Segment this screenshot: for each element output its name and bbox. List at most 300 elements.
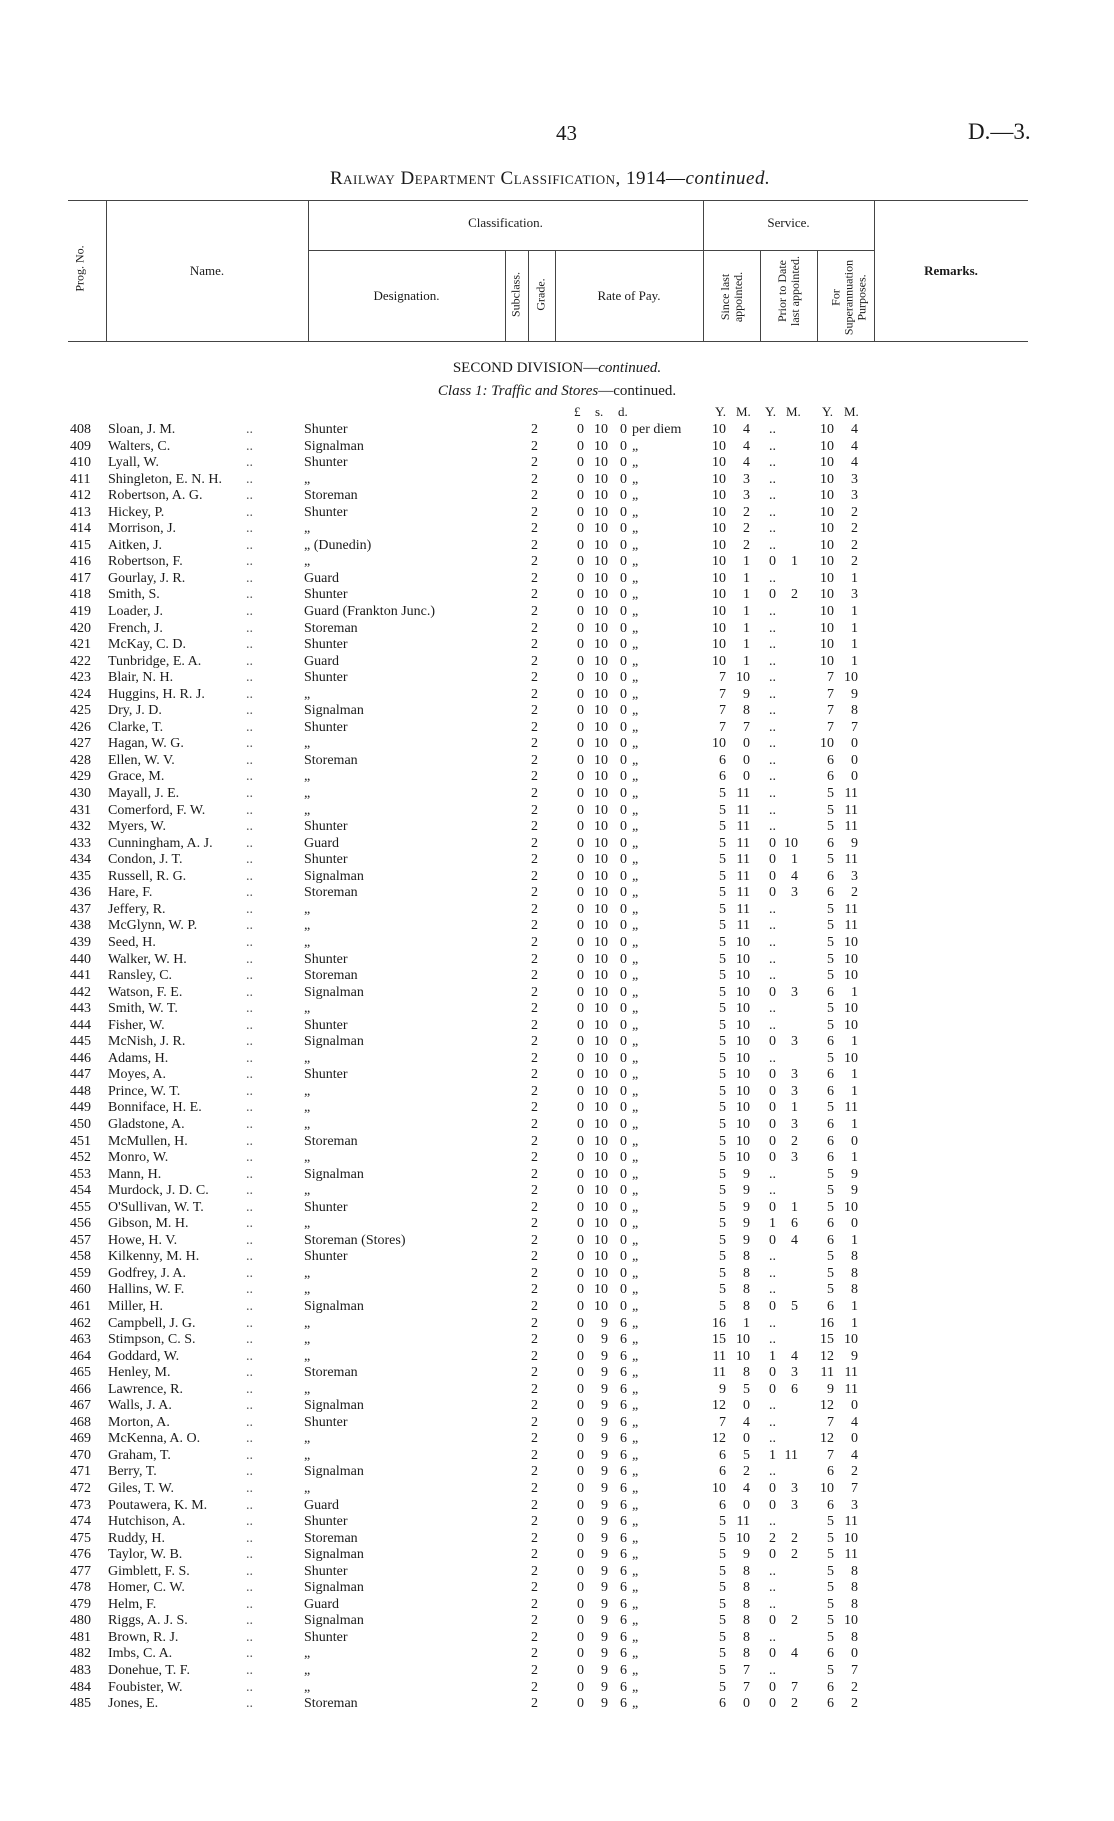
pay-period: „ bbox=[632, 1298, 639, 1314]
pay-period: „ bbox=[632, 1116, 639, 1132]
prior-years: 0 bbox=[769, 1133, 776, 1149]
subclass: 2 bbox=[531, 686, 538, 702]
prog-no: 472 bbox=[70, 1481, 91, 1496]
pay-period: „ bbox=[632, 1083, 639, 1099]
pay-period: „ bbox=[632, 670, 639, 686]
table-row bbox=[0, 1001, 1114, 1018]
prior-months: 3 bbox=[791, 1481, 798, 1496]
prior-years: 0 bbox=[769, 885, 776, 901]
super-years: 6 bbox=[827, 1067, 834, 1083]
header-since-last: Since last appointed. bbox=[718, 271, 745, 323]
designation: Signalman bbox=[304, 1580, 364, 1596]
pay-shillings: 9 bbox=[601, 1679, 608, 1695]
since-years: 5 bbox=[719, 1530, 726, 1546]
table-row bbox=[0, 637, 1114, 654]
super-months: 8 bbox=[851, 1282, 858, 1298]
since-years: 5 bbox=[719, 901, 726, 917]
super-years: 6 bbox=[827, 1497, 834, 1513]
table-row bbox=[0, 918, 1114, 935]
since-months: 0 bbox=[743, 1431, 750, 1447]
leader-dots: .. bbox=[246, 1679, 253, 1695]
table-row bbox=[0, 472, 1114, 489]
table-row bbox=[0, 571, 1114, 588]
prog-no: 445 bbox=[70, 1034, 91, 1050]
prog-no: 456 bbox=[70, 1216, 91, 1232]
header-top-rule bbox=[68, 200, 1028, 201]
employee-name: Goddard, W. bbox=[108, 1348, 180, 1364]
super-years: 7 bbox=[827, 719, 834, 735]
pay-shillings: 10 bbox=[594, 736, 608, 752]
employee-name: Taylor, W. B. bbox=[108, 1547, 183, 1563]
pay-period: „ bbox=[632, 637, 639, 653]
prior-years: .. bbox=[769, 968, 776, 984]
super-years: 5 bbox=[827, 1580, 834, 1596]
pay-pence: 0 bbox=[620, 1050, 627, 1066]
prior-years: .. bbox=[769, 686, 776, 702]
prog-no: 419 bbox=[70, 604, 91, 620]
since-years: 5 bbox=[719, 1282, 726, 1298]
super-months: 10 bbox=[844, 1050, 858, 1066]
since-months: 9 bbox=[743, 1232, 750, 1248]
table-row bbox=[0, 1564, 1114, 1581]
table-row bbox=[0, 935, 1114, 952]
since-years: 6 bbox=[719, 1447, 726, 1463]
since-years: 10 bbox=[712, 537, 726, 553]
subclass: 2 bbox=[531, 637, 538, 653]
employee-name: Blair, N. H. bbox=[108, 670, 174, 686]
pay-pence: 0 bbox=[620, 1034, 627, 1050]
super-years: 5 bbox=[827, 934, 834, 950]
prior-years: .. bbox=[769, 438, 776, 454]
subclass: 2 bbox=[531, 1530, 538, 1546]
pay-period: „ bbox=[632, 1232, 639, 1248]
prog-no: 477 bbox=[70, 1563, 91, 1579]
super-months: 2 bbox=[851, 1464, 858, 1480]
designation: „ bbox=[304, 1679, 311, 1695]
leader-dots: .. bbox=[246, 570, 253, 586]
pay-pounds: 0 bbox=[577, 1414, 584, 1430]
unit-months: M. bbox=[786, 404, 801, 419]
employee-name: Huggins, H. R. J. bbox=[108, 686, 205, 702]
designation: Storeman bbox=[304, 1133, 358, 1149]
pay-shillings: 10 bbox=[594, 934, 608, 950]
pay-pence: 0 bbox=[620, 1001, 627, 1017]
header-bottom-rule bbox=[68, 341, 1028, 342]
prog-no: 452 bbox=[70, 1150, 91, 1166]
subclass: 2 bbox=[531, 1547, 538, 1563]
prog-no: 420 bbox=[70, 620, 91, 636]
since-years: 10 bbox=[712, 488, 726, 504]
prior-years: .. bbox=[769, 1596, 776, 1612]
since-months: 10 bbox=[736, 1116, 750, 1132]
prog-no: 442 bbox=[70, 984, 91, 1000]
pay-period: „ bbox=[632, 1365, 639, 1381]
prior-years: 1 bbox=[769, 1348, 776, 1364]
super-years: 6 bbox=[827, 1464, 834, 1480]
employee-name: Donehue, T. F. bbox=[108, 1663, 190, 1679]
prog-no: 411 bbox=[70, 471, 91, 487]
super-months: 11 bbox=[844, 918, 858, 934]
since-years: 5 bbox=[719, 786, 726, 802]
since-months: 8 bbox=[743, 703, 750, 719]
pay-shillings: 9 bbox=[601, 1514, 608, 1530]
subclass: 2 bbox=[531, 1050, 538, 1066]
employee-name: Myers, W. bbox=[108, 819, 166, 835]
super-months: 11 bbox=[844, 1547, 858, 1563]
subclass: 2 bbox=[531, 1596, 538, 1612]
employee-name: Miller, H. bbox=[108, 1298, 164, 1314]
pay-pounds: 0 bbox=[577, 885, 584, 901]
prior-months: 2 bbox=[791, 1696, 798, 1712]
since-years: 5 bbox=[719, 1050, 726, 1066]
employee-name: Walters, C. bbox=[108, 438, 171, 454]
employee-name: French, J. bbox=[108, 620, 163, 636]
since-years: 9 bbox=[719, 1381, 726, 1397]
super-years: 6 bbox=[827, 1133, 834, 1149]
since-years: 11 bbox=[712, 1365, 726, 1381]
table-row bbox=[0, 1382, 1114, 1399]
super-months: 10 bbox=[844, 934, 858, 950]
employee-name: Loader, J. bbox=[108, 604, 164, 620]
leader-dots: .. bbox=[246, 1613, 253, 1629]
pay-pence: 0 bbox=[620, 1265, 627, 1281]
subclass: 2 bbox=[531, 868, 538, 884]
super-months: 11 bbox=[844, 1514, 858, 1530]
pay-shillings: 10 bbox=[594, 835, 608, 851]
super-years: 10 bbox=[820, 637, 834, 653]
super-months: 11 bbox=[844, 901, 858, 917]
prior-years: .. bbox=[769, 752, 776, 768]
employee-table-body bbox=[0, 422, 1114, 1713]
super-years: 6 bbox=[827, 1216, 834, 1232]
super-months: 2 bbox=[851, 554, 858, 570]
super-years: 5 bbox=[827, 1017, 834, 1033]
pay-pence: 6 bbox=[620, 1663, 627, 1679]
prior-years: 0 bbox=[769, 1613, 776, 1629]
pay-shillings: 10 bbox=[594, 1298, 608, 1314]
leader-dots: .. bbox=[246, 1497, 253, 1513]
prior-years: .. bbox=[769, 653, 776, 669]
subclass: 2 bbox=[531, 1563, 538, 1579]
super-months: 8 bbox=[851, 703, 858, 719]
pay-period: „ bbox=[632, 1282, 639, 1298]
pay-period: „ bbox=[632, 471, 639, 487]
pay-pence: 0 bbox=[620, 488, 627, 504]
table-row bbox=[0, 1018, 1114, 1035]
division-main: SECOND DIVISION— bbox=[452, 360, 599, 376]
col-divider bbox=[505, 250, 506, 341]
leader-dots: .. bbox=[246, 471, 253, 487]
pay-pounds: 0 bbox=[577, 736, 584, 752]
pay-pounds: 0 bbox=[577, 1083, 584, 1099]
table-row bbox=[0, 1630, 1114, 1647]
super-months: 1 bbox=[851, 570, 858, 586]
super-months: 1 bbox=[851, 653, 858, 669]
pay-shillings: 10 bbox=[594, 703, 608, 719]
pay-period: „ bbox=[632, 1150, 639, 1166]
employee-name: Gimblett, F. S. bbox=[108, 1563, 190, 1579]
table-row bbox=[0, 554, 1114, 571]
pay-period: „ bbox=[632, 1050, 639, 1066]
since-years: 5 bbox=[719, 1596, 726, 1612]
pay-pence: 6 bbox=[620, 1613, 627, 1629]
pay-period: „ bbox=[632, 1332, 639, 1348]
pay-pounds: 0 bbox=[577, 1232, 584, 1248]
pay-shillings: 9 bbox=[601, 1315, 608, 1331]
pay-pounds: 0 bbox=[577, 1646, 584, 1662]
super-years: 5 bbox=[827, 1613, 834, 1629]
since-months: 8 bbox=[743, 1563, 750, 1579]
since-years: 5 bbox=[719, 1034, 726, 1050]
employee-name: Ruddy, H. bbox=[108, 1530, 166, 1546]
header-subclass: Subclass. bbox=[508, 272, 523, 317]
table-row bbox=[0, 703, 1114, 720]
since-months: 10 bbox=[736, 1332, 750, 1348]
prior-years: .. bbox=[769, 934, 776, 950]
table-row bbox=[0, 1183, 1114, 1200]
since-months: 1 bbox=[743, 587, 750, 603]
pay-pence: 0 bbox=[620, 438, 627, 454]
super-years: 10 bbox=[820, 521, 834, 537]
pay-shillings: 10 bbox=[594, 786, 608, 802]
since-months: 8 bbox=[743, 1282, 750, 1298]
since-months: 9 bbox=[743, 1547, 750, 1563]
pay-period: „ bbox=[632, 587, 639, 603]
pay-pence: 0 bbox=[620, 885, 627, 901]
super-years: 5 bbox=[827, 951, 834, 967]
super-months: 1 bbox=[851, 1083, 858, 1099]
super-months: 0 bbox=[851, 1646, 858, 1662]
leader-dots: .. bbox=[246, 670, 253, 686]
pay-period: „ bbox=[632, 438, 639, 454]
leader-dots: .. bbox=[246, 984, 253, 1000]
leader-dots: .. bbox=[246, 1150, 253, 1166]
designation: Guard bbox=[304, 653, 339, 669]
pay-pence: 0 bbox=[620, 852, 627, 868]
pay-pence: 0 bbox=[620, 1249, 627, 1265]
pay-shillings: 9 bbox=[601, 1646, 608, 1662]
designation: Storeman (Stores) bbox=[304, 1232, 406, 1248]
table-row bbox=[0, 753, 1114, 770]
pay-pounds: 0 bbox=[577, 703, 584, 719]
pay-pence: 0 bbox=[620, 736, 627, 752]
col-divider bbox=[817, 250, 818, 341]
pay-period: „ bbox=[632, 1348, 639, 1364]
table-row bbox=[0, 1464, 1114, 1481]
pay-pounds: 0 bbox=[577, 1017, 584, 1033]
designation: Storeman bbox=[304, 1696, 358, 1712]
pay-period: „ bbox=[632, 1596, 639, 1612]
pay-pounds: 0 bbox=[577, 1298, 584, 1314]
employee-name: Ellen, W. V. bbox=[108, 752, 175, 768]
pay-period: „ bbox=[632, 1464, 639, 1480]
employee-name: Grace, M. bbox=[108, 769, 165, 785]
unit-months: M. bbox=[736, 404, 751, 419]
subclass: 2 bbox=[531, 1464, 538, 1480]
employee-name: Homer, C. W. bbox=[108, 1580, 185, 1596]
table-row bbox=[0, 1067, 1114, 1084]
pay-period: „ bbox=[632, 736, 639, 752]
subclass: 2 bbox=[531, 1100, 538, 1116]
subclass: 2 bbox=[531, 1232, 538, 1248]
designation: Shunter bbox=[304, 819, 348, 835]
super-years: 10 bbox=[820, 604, 834, 620]
designation: „ bbox=[304, 1481, 311, 1496]
table-row bbox=[0, 654, 1114, 671]
since-months: 8 bbox=[743, 1265, 750, 1281]
prior-years: 0 bbox=[769, 1365, 776, 1381]
pay-period: „ bbox=[632, 1017, 639, 1033]
subclass: 2 bbox=[531, 1017, 538, 1033]
prior-months: 1 bbox=[791, 1199, 798, 1215]
pay-pence: 6 bbox=[620, 1398, 627, 1414]
pay-period: „ bbox=[632, 1679, 639, 1695]
subclass: 2 bbox=[531, 1696, 538, 1712]
super-months: 4 bbox=[851, 422, 858, 437]
pay-shillings: 9 bbox=[601, 1629, 608, 1645]
header-designation: Designation. bbox=[373, 288, 440, 303]
prior-years: 0 bbox=[769, 1646, 776, 1662]
super-years: 7 bbox=[827, 1414, 834, 1430]
super-months: 9 bbox=[851, 835, 858, 851]
since-years: 5 bbox=[719, 1679, 726, 1695]
pay-period: „ bbox=[632, 620, 639, 636]
prior-years: 0 bbox=[769, 1100, 776, 1116]
pay-pounds: 0 bbox=[577, 1596, 584, 1612]
prog-no: 473 bbox=[70, 1497, 91, 1513]
since-months: 11 bbox=[736, 802, 750, 818]
leader-dots: .. bbox=[246, 1414, 253, 1430]
since-months: 11 bbox=[736, 885, 750, 901]
prior-months: 2 bbox=[791, 1133, 798, 1149]
employee-name: Jeffery, R. bbox=[108, 901, 166, 917]
prog-no: 431 bbox=[70, 802, 91, 818]
designation: Storeman bbox=[304, 885, 358, 901]
super-years: 7 bbox=[827, 1447, 834, 1463]
pay-pounds: 0 bbox=[577, 455, 584, 471]
pay-pence: 0 bbox=[620, 570, 627, 586]
designation: Shunter bbox=[304, 1017, 348, 1033]
designation: „ bbox=[304, 1216, 311, 1232]
designation: Shunter bbox=[304, 1199, 348, 1215]
pay-pounds: 0 bbox=[577, 1166, 584, 1182]
subclass: 2 bbox=[531, 1613, 538, 1629]
pay-period: „ bbox=[632, 901, 639, 917]
pay-shillings: 10 bbox=[594, 918, 608, 934]
pay-period: „ bbox=[632, 1216, 639, 1232]
pay-period: „ bbox=[632, 1563, 639, 1579]
since-years: 10 bbox=[712, 471, 726, 487]
since-months: 10 bbox=[736, 984, 750, 1000]
subclass: 2 bbox=[531, 1447, 538, 1463]
designation: Shunter bbox=[304, 1514, 348, 1530]
table-row bbox=[0, 1415, 1114, 1432]
table-row bbox=[0, 819, 1114, 836]
super-years: 6 bbox=[827, 984, 834, 1000]
prior-years: 0 bbox=[769, 1679, 776, 1695]
prog-no: 439 bbox=[70, 934, 91, 950]
leader-dots: .. bbox=[246, 1116, 253, 1132]
division-continued: continued. bbox=[598, 360, 662, 376]
pay-shillings: 9 bbox=[601, 1332, 608, 1348]
since-months: 11 bbox=[736, 835, 750, 851]
table-row bbox=[0, 1150, 1114, 1167]
pay-shillings: 10 bbox=[594, 1249, 608, 1265]
since-months: 0 bbox=[743, 1398, 750, 1414]
since-months: 10 bbox=[736, 1083, 750, 1099]
since-months: 1 bbox=[743, 1315, 750, 1331]
leader-dots: .. bbox=[246, 1629, 253, 1645]
since-months: 8 bbox=[743, 1613, 750, 1629]
subclass: 2 bbox=[531, 802, 538, 818]
pay-shillings: 9 bbox=[601, 1596, 608, 1612]
employee-name: Campbell, J. G. bbox=[108, 1315, 196, 1331]
prog-no: 415 bbox=[70, 537, 91, 553]
since-months: 0 bbox=[743, 1497, 750, 1513]
since-months: 0 bbox=[743, 736, 750, 752]
leader-dots: .. bbox=[246, 1398, 253, 1414]
prog-no: 441 bbox=[70, 968, 91, 984]
table-row bbox=[0, 1514, 1114, 1531]
prog-no: 428 bbox=[70, 752, 91, 768]
pay-shillings: 9 bbox=[601, 1431, 608, 1447]
pay-shillings: 10 bbox=[594, 1216, 608, 1232]
designation: Storeman bbox=[304, 488, 358, 504]
pay-pounds: 0 bbox=[577, 835, 584, 851]
super-months: 1 bbox=[851, 1067, 858, 1083]
super-months: 1 bbox=[851, 620, 858, 636]
pay-pence: 0 bbox=[620, 1100, 627, 1116]
table-row bbox=[0, 422, 1114, 439]
subclass: 2 bbox=[531, 1249, 538, 1265]
super-months: 2 bbox=[851, 885, 858, 901]
since-years: 12 bbox=[712, 1431, 726, 1447]
table-row bbox=[0, 1696, 1114, 1713]
prior-months: 3 bbox=[791, 885, 798, 901]
prior-months: 6 bbox=[791, 1381, 798, 1397]
designation: Shunter bbox=[304, 504, 348, 520]
since-months: 11 bbox=[736, 852, 750, 868]
designation: Storeman bbox=[304, 968, 358, 984]
since-years: 10 bbox=[712, 422, 726, 437]
prior-years: .. bbox=[769, 918, 776, 934]
super-years: 5 bbox=[827, 1199, 834, 1215]
since-months: 9 bbox=[743, 1199, 750, 1215]
since-months: 9 bbox=[743, 1183, 750, 1199]
pay-pence: 0 bbox=[620, 422, 627, 437]
table-row bbox=[0, 1498, 1114, 1515]
since-years: 7 bbox=[719, 719, 726, 735]
since-months: 8 bbox=[743, 1365, 750, 1381]
prior-years: .. bbox=[769, 769, 776, 785]
pay-shillings: 10 bbox=[594, 1050, 608, 1066]
pay-pence: 0 bbox=[620, 1282, 627, 1298]
leader-dots: .. bbox=[246, 934, 253, 950]
super-years: 6 bbox=[827, 1034, 834, 1050]
super-years: 5 bbox=[827, 1663, 834, 1679]
super-months: 10 bbox=[844, 670, 858, 686]
super-months: 0 bbox=[851, 1398, 858, 1414]
prior-years: .. bbox=[769, 1464, 776, 1480]
leader-dots: .. bbox=[246, 1183, 253, 1199]
table-row bbox=[0, 1316, 1114, 1333]
employee-name: Cunningham, A. J. bbox=[108, 835, 213, 851]
super-months: 4 bbox=[851, 1414, 858, 1430]
since-years: 5 bbox=[719, 1249, 726, 1265]
leader-dots: .. bbox=[246, 1017, 253, 1033]
since-months: 0 bbox=[743, 769, 750, 785]
subclass: 2 bbox=[531, 1398, 538, 1414]
